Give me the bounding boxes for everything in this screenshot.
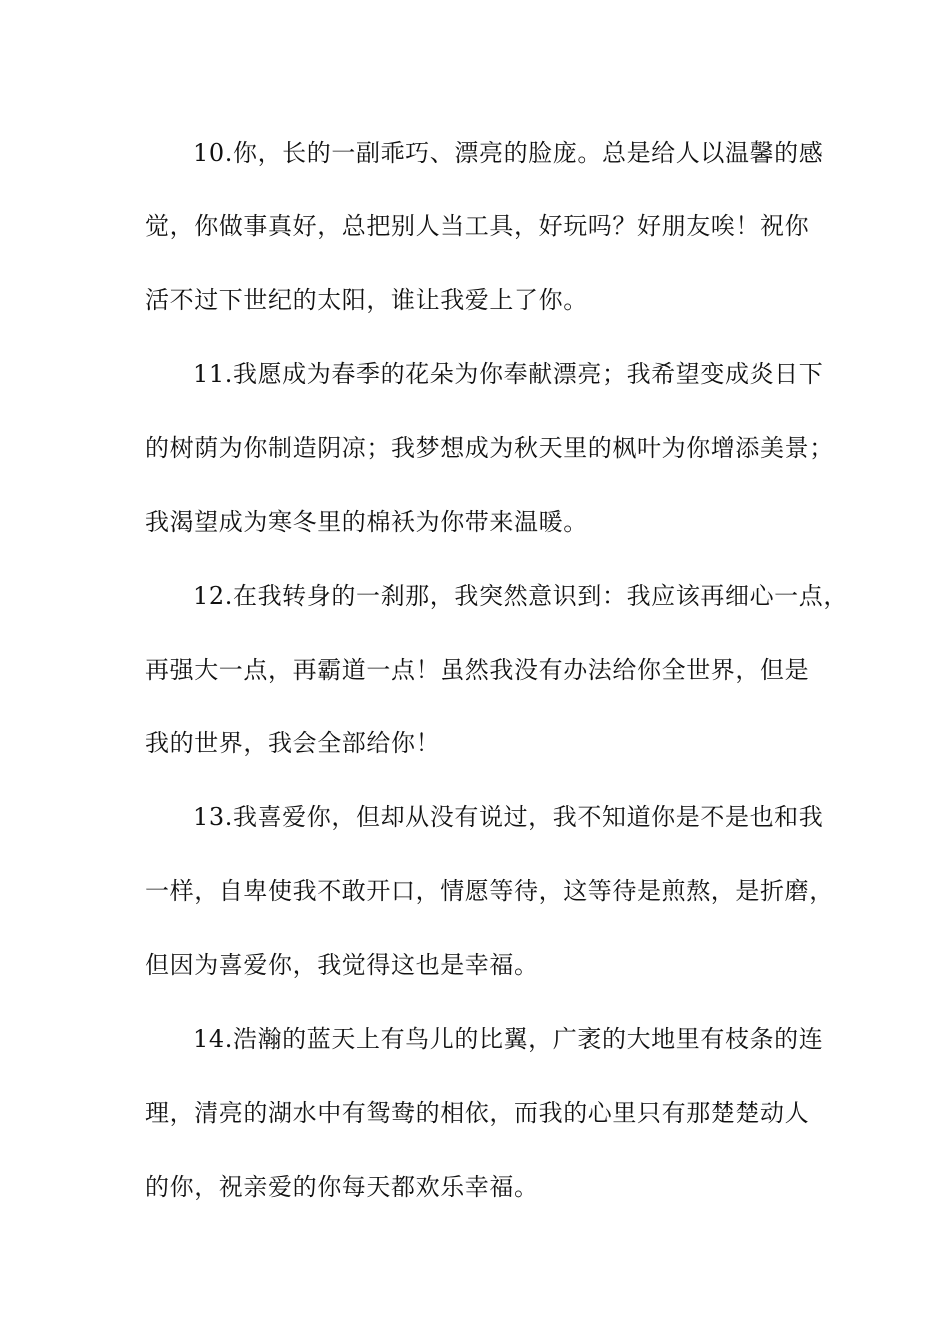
paragraph-11-line-1: 11.我愿成为春季的花朵为你奉献漂亮；我希望变成炎日下 — [193, 360, 824, 388]
paragraph-14-line-3: 的你，祝亲爱的你每天都欢乐幸福。 — [145, 1173, 539, 1201]
paragraph-13-line-3: 但因为喜爱你，我觉得这也是幸福。 — [145, 951, 539, 979]
paragraph-12-line-2: 再强大一点，再霸道一点！虽然我没有办法给你全世界，但是 — [145, 656, 810, 684]
paragraph-10-line-3: 活不过下世纪的太阳，谁让我爱上了你。 — [145, 286, 588, 314]
paragraph-13-line-1: 13.我喜爱你，但却从没有说过，我不知道你是不是也和我 — [193, 803, 824, 831]
paragraph-11-line-2: 的树荫为你制造阴凉；我梦想成为秋天里的枫叶为你增添美景； — [145, 434, 834, 462]
paragraph-13-line-2: 一样，自卑使我不敢开口，情愿等待，这等待是煎熬，是折磨， — [145, 877, 834, 905]
paragraph-11-line-3: 我渴望成为寒冬里的棉袄为你带来温暖。 — [145, 508, 588, 536]
paragraph-12-line-3: 我的世界，我会全部给你！ — [145, 729, 441, 757]
paragraph-10-line-2: 觉，你做事真好，总把别人当工具，好玩吗？好朋友唉！祝你 — [145, 212, 810, 240]
paragraph-12-line-1: 12.在我转身的一刹那，我突然意识到：我应该再细心一点， — [193, 582, 848, 610]
paragraph-14-line-1: 14.浩瀚的蓝天上有鸟儿的比翼，广袤的大地里有枝条的连 — [193, 1025, 824, 1053]
paragraph-10-line-1: 10.你，长的一副乖巧、漂亮的脸庞。总是给人以温馨的感 — [193, 139, 824, 167]
paragraph-14-line-2: 理，清亮的湖水中有鸳鸯的相依，而我的心里只有那楚楚动人 — [145, 1099, 810, 1127]
